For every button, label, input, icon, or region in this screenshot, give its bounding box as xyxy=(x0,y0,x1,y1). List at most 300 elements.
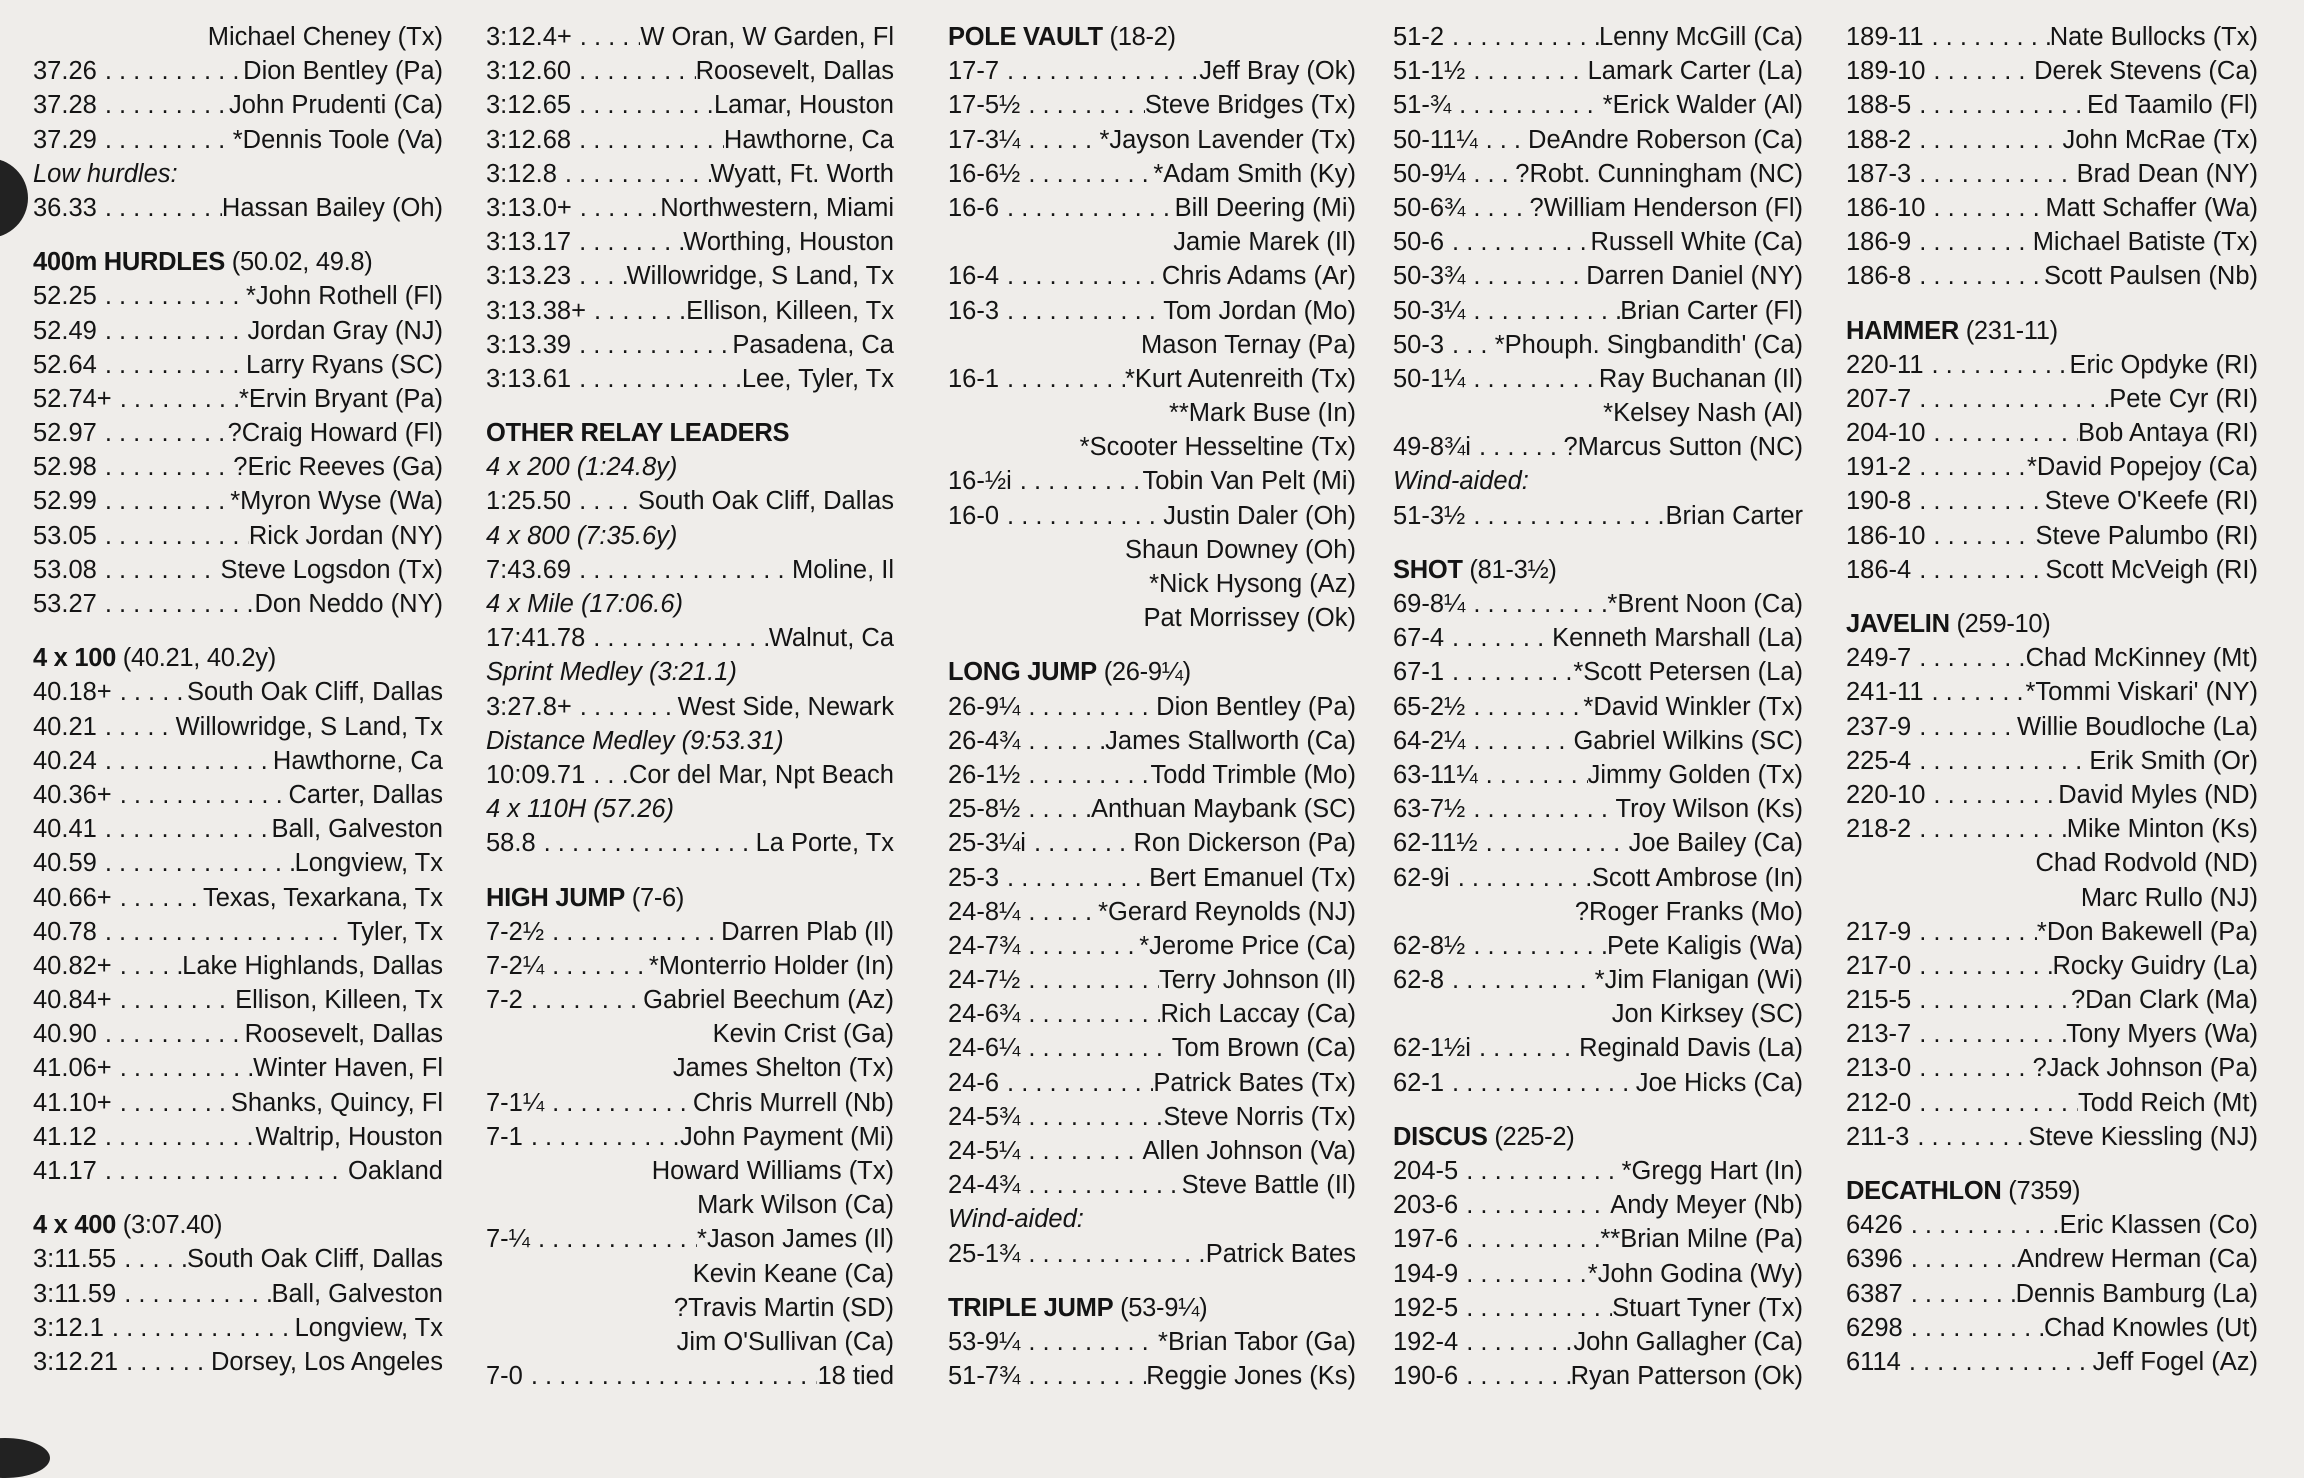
athlete-name: Pete Kaligis (Wa) xyxy=(1606,931,1803,960)
athlete-name: *Scott Petersen (La) xyxy=(1573,658,1803,687)
leader-dots xyxy=(112,983,235,1017)
athlete-name: Scott McVeigh (RI) xyxy=(2045,555,2258,584)
athlete-name: Hawthorne, Ca xyxy=(723,125,894,154)
result-row xyxy=(33,675,443,709)
tied-athlete: Jon Kirksey (SC) xyxy=(1611,1000,1803,1029)
result-mark: 3:13.23 xyxy=(486,262,572,291)
athlete-name: Steve Logsdon (Tx) xyxy=(220,555,443,584)
event-record: (231-11) xyxy=(1958,316,2058,345)
result-mark: 7-2 xyxy=(486,986,523,1015)
leader-dots xyxy=(1911,744,2089,778)
leader-dots xyxy=(1020,88,1145,122)
leader-dots xyxy=(1458,1257,1588,1291)
result-row xyxy=(1846,1120,2258,1154)
leader-dots xyxy=(1020,929,1139,963)
result-mark: 16-6 xyxy=(948,193,1000,222)
result-mark: 52.49 xyxy=(33,316,97,345)
leader-dots xyxy=(1450,861,1592,895)
leader-dots xyxy=(112,1051,253,1085)
athlete-name: Willowridge, S Land, Tx xyxy=(175,712,443,741)
athlete-name: 18 tied xyxy=(817,1362,894,1391)
leader-dots xyxy=(544,1086,693,1120)
result-mark: 41.06+ xyxy=(33,1054,112,1083)
leader-dots xyxy=(1444,1066,1636,1100)
athlete-name: Hawthorne, Ca xyxy=(272,746,443,775)
result-row xyxy=(33,1017,443,1051)
athlete-name: *Brent Noon (Ca) xyxy=(1607,590,1803,618)
result-mark: 41.17 xyxy=(33,1157,97,1185)
event-record: (50.02, 49.8) xyxy=(224,248,373,277)
leader-dots xyxy=(544,915,721,949)
result-row xyxy=(948,191,1356,225)
leader-dots xyxy=(1465,294,1620,328)
result-row xyxy=(1393,1031,1803,1065)
athlete-name: *Jim Flanigan (Wi) xyxy=(1594,966,1803,995)
athlete-name: *Ervin Bryant (Pa) xyxy=(238,384,443,413)
athlete-name: Carter, Dallas xyxy=(288,780,443,809)
tied-athlete: ?Roger Franks (Mo) xyxy=(1574,897,1803,926)
result-row xyxy=(948,861,1356,895)
tied-athlete: Mason Ternay (Pa) xyxy=(1141,330,1356,359)
subsection-label: 4 x Mile (17:06.6) xyxy=(486,590,684,618)
tied-athlete: *Scooter Hesseltine (Tx) xyxy=(1079,433,1356,462)
leader-dots xyxy=(1020,1100,1163,1134)
athlete-name: Oakland xyxy=(348,1157,443,1185)
athlete-name: Ray Buchanan (Il) xyxy=(1598,364,1803,393)
result-mark: 24-6 xyxy=(948,1068,1000,1097)
result-mark: 218-2 xyxy=(1846,815,1912,844)
event-record: (18-2) xyxy=(1102,23,1176,51)
result-row xyxy=(33,915,443,949)
leader-dots xyxy=(1911,641,2025,675)
result-mark: 25-1¾ xyxy=(948,1239,1021,1268)
leader-dots xyxy=(1911,949,2052,983)
result-row xyxy=(1393,1188,1803,1222)
result-row xyxy=(1846,983,2258,1017)
athlete-name: *Phouph. Singbandith' (Ca) xyxy=(1494,330,1803,359)
result-row xyxy=(486,259,894,293)
leader-dots xyxy=(1020,895,1098,929)
athlete-name: Chris Adams (Ar) xyxy=(1161,262,1356,291)
result-row xyxy=(33,88,443,122)
tied-athlete: Michael Cheney (Tx) xyxy=(207,23,443,51)
leader-dots xyxy=(1465,929,1607,963)
result-mark: 50-3¾ xyxy=(1393,262,1466,291)
event-heading xyxy=(1846,314,2258,348)
leader-dots xyxy=(112,1086,231,1120)
subsection-label: Wind-aided: xyxy=(1393,467,1529,496)
subsection-label: 4 x 800 (7:35.6y) xyxy=(486,521,678,550)
result-row xyxy=(1846,191,2258,225)
result-mark: 3:12.8 xyxy=(486,159,557,188)
result-row xyxy=(1846,382,2258,416)
result-row xyxy=(1846,1345,2258,1379)
result-row xyxy=(1846,675,2258,709)
athlete-name: John McRae (Tx) xyxy=(2062,125,2258,154)
leader-dots xyxy=(999,54,1199,88)
event-title: POLE VAULT xyxy=(948,23,1103,51)
result-row xyxy=(486,621,894,655)
athlete-name: Bert Emanuel (Tx) xyxy=(1149,863,1356,892)
athlete-name: *Tommi Viskari' (NY) xyxy=(2025,678,2258,707)
athlete-name: DeAndre Roberson (Ca) xyxy=(1528,125,1803,154)
athlete-name: *Jerome Price (Ca) xyxy=(1139,931,1356,960)
athlete-name: Justin Daler (Oh) xyxy=(1163,501,1356,530)
subsection-label: Low hurdles: xyxy=(33,159,178,188)
result-row xyxy=(486,1222,894,1256)
result-mark: 7-0 xyxy=(486,1362,523,1391)
tied-athlete: Jim O'Sullivan (Ca) xyxy=(676,1327,894,1356)
result-mark: 51-¾ xyxy=(1393,91,1452,120)
result-mark: 40.41 xyxy=(33,815,97,844)
leader-dots xyxy=(1903,1208,2060,1242)
athlete-name: Cor del Mar, Npt Beach xyxy=(628,760,894,789)
result-mark: 16-6½ xyxy=(948,159,1021,188)
result-row xyxy=(33,314,443,348)
leader-dots xyxy=(1465,587,1607,621)
result-row xyxy=(33,744,443,778)
event-heading xyxy=(948,20,1356,54)
result-mark: 50-1¼ xyxy=(1393,364,1466,393)
result-row xyxy=(1393,1257,1803,1291)
result-row xyxy=(33,279,443,313)
leader-dots xyxy=(1911,157,2076,191)
athlete-name: Steve O'Keefe (RI) xyxy=(2044,487,2258,516)
result-row xyxy=(948,294,1356,328)
column-1 xyxy=(33,20,443,1379)
result-row xyxy=(486,191,894,225)
athlete-name: Troy Wilson (Ks) xyxy=(1615,795,1803,824)
athlete-name: Brian Carter xyxy=(1665,501,1803,530)
result-mark: 51-3½ xyxy=(1393,501,1466,530)
leader-dots xyxy=(97,915,347,949)
leader-dots xyxy=(1903,1277,2016,1311)
result-mark: 6387 xyxy=(1846,1279,1903,1308)
result-row xyxy=(948,963,1356,997)
athlete-name: Ron Dickerson (Pa) xyxy=(1133,829,1356,858)
result-mark: 53-9¼ xyxy=(948,1327,1021,1356)
leader-dots xyxy=(523,1120,680,1154)
athlete-name: Lenny McGill (Ca) xyxy=(1598,23,1803,51)
result-row xyxy=(948,1168,1356,1202)
result-mark: 41.12 xyxy=(33,1122,97,1151)
event-title: 4 x 400 xyxy=(33,1211,116,1240)
result-mark: 186-10 xyxy=(1846,521,1926,550)
result-mark: 36.33 xyxy=(33,193,97,222)
leader-dots xyxy=(1471,430,1564,464)
result-mark: 3:11.59 xyxy=(33,1279,117,1308)
result-row xyxy=(486,294,894,328)
leader-dots xyxy=(999,1066,1153,1100)
leader-dots xyxy=(97,812,272,846)
result-row xyxy=(486,225,894,259)
result-row xyxy=(1393,20,1803,54)
leader-dots xyxy=(1458,1325,1573,1359)
leader-dots xyxy=(536,826,756,860)
leader-dots xyxy=(572,20,641,54)
event-title: DISCUS xyxy=(1393,1122,1488,1151)
result-mark: 1:25.50 xyxy=(486,487,572,516)
result-mark: 3:12.4+ xyxy=(486,23,572,51)
athlete-name: *Erick Walder (Al) xyxy=(1602,91,1803,120)
binder-hole xyxy=(0,158,28,238)
athlete-name: Chad Knowles (Ut) xyxy=(2044,1313,2258,1342)
result-mark: 186-4 xyxy=(1846,555,1912,584)
result-row xyxy=(486,362,894,396)
result-row xyxy=(33,1242,443,1276)
result-row xyxy=(486,157,894,191)
athlete-name: David Myles (ND) xyxy=(2058,780,2258,809)
leader-dots xyxy=(97,314,248,348)
result-mark: 62-1 xyxy=(1393,1068,1445,1097)
result-mark: 213-7 xyxy=(1846,1020,1912,1049)
result-mark: 189-11 xyxy=(1846,23,1924,51)
result-row xyxy=(486,54,894,88)
leader-dots xyxy=(1444,20,1599,54)
leader-dots xyxy=(97,88,229,122)
result-mark: 3:12.1 xyxy=(33,1313,104,1342)
result-mark: 25-3 xyxy=(948,863,1000,892)
result-row xyxy=(33,846,443,880)
result-row xyxy=(33,1311,443,1345)
result-row xyxy=(1846,812,2258,846)
athlete-name: Ball, Galveston xyxy=(271,815,443,844)
leader-dots xyxy=(97,279,246,313)
leader-dots xyxy=(1925,191,2045,225)
result-mark: 64-2¼ xyxy=(1393,726,1466,755)
leader-dots xyxy=(1465,724,1573,758)
result-row xyxy=(33,416,443,450)
result-mark: 24-6¼ xyxy=(948,1034,1021,1063)
result-row xyxy=(1393,1325,1803,1359)
result-row xyxy=(1393,88,1803,122)
result-row xyxy=(1393,587,1803,621)
section-spacer xyxy=(486,396,894,416)
result-mark: 16-1 xyxy=(948,364,1000,393)
result-row xyxy=(486,553,894,587)
athlete-name: John Payment (Mi) xyxy=(680,1122,894,1151)
result-row xyxy=(1393,1066,1803,1100)
athlete-name: ?Craig Howard (Fl) xyxy=(227,419,443,448)
athlete-name: ?Dan Clark (Ma) xyxy=(2070,986,2258,1015)
event-heading xyxy=(1846,607,2258,641)
event-heading xyxy=(1846,1174,2258,1208)
result-mark: 249-7 xyxy=(1846,644,1912,673)
athlete-name: Dorsey, Los Angeles xyxy=(211,1347,443,1376)
result-row xyxy=(1393,1359,1803,1393)
result-mark: 62-1½i xyxy=(1393,1034,1471,1063)
result-row xyxy=(1846,519,2258,553)
result-row xyxy=(33,1345,443,1379)
subsection-label: 4 x 110H (57.26) xyxy=(486,795,675,824)
athlete-name: Andrew Herman (Ca) xyxy=(2017,1245,2258,1274)
result-mark: 3:13.0+ xyxy=(486,193,572,222)
leader-dots xyxy=(112,675,187,709)
athlete-name: ?Eric Reeves (Ga) xyxy=(233,453,443,482)
result-mark: 26-1½ xyxy=(948,760,1021,789)
athlete-name: Scott Ambrose (In) xyxy=(1591,863,1803,892)
athlete-name: Scott Paulsen (Nb) xyxy=(2043,262,2258,291)
athlete-name: Terry Johnson (Il) xyxy=(1159,966,1356,995)
leader-dots xyxy=(999,362,1125,396)
athlete-name: Wyatt, Ft. Worth xyxy=(710,159,894,188)
result-mark: 40.59 xyxy=(33,849,97,878)
result-row xyxy=(33,123,443,157)
result-row xyxy=(1393,1291,1803,1325)
leader-dots xyxy=(1465,362,1599,396)
result-row xyxy=(1393,430,1803,464)
tied-athlete: Pat Morrissey (Ok) xyxy=(1143,604,1356,633)
leader-dots xyxy=(1478,123,1528,157)
result-mark: 197-6 xyxy=(1393,1225,1459,1254)
athlete-name: Ball, Galveston xyxy=(271,1279,443,1308)
result-mark: 52.98 xyxy=(33,453,97,482)
result-mark: 24-5¼ xyxy=(948,1137,1021,1165)
athlete-name: *David Popejoy (Ca) xyxy=(2026,453,2258,482)
result-mark: 241-11 xyxy=(1846,678,1924,707)
leader-dots xyxy=(97,1154,348,1188)
result-row xyxy=(33,983,443,1017)
event-record: (225-2) xyxy=(1487,1122,1575,1151)
leader-dots xyxy=(571,88,714,122)
leader-dots xyxy=(1465,259,1586,293)
result-mark: 62-11½ xyxy=(1393,829,1478,858)
event-record: (81-3½) xyxy=(1462,555,1557,584)
result-row xyxy=(948,997,1356,1031)
result-row xyxy=(1846,20,2258,54)
leader-dots xyxy=(112,778,289,812)
result-mark: 37.28 xyxy=(33,91,97,120)
event-title: HAMMER xyxy=(1846,316,1959,345)
result-mark: 17-3¼ xyxy=(948,125,1021,154)
result-row xyxy=(33,1051,443,1085)
athlete-name: James Stallworth (Ca) xyxy=(1105,726,1356,755)
leader-dots xyxy=(1911,484,2045,518)
result-row xyxy=(948,259,1356,293)
result-row xyxy=(1846,1086,2258,1120)
result-mark: 52.64 xyxy=(33,350,97,379)
result-mark: 191-2 xyxy=(1846,453,1912,482)
result-mark: 7-1¼ xyxy=(486,1088,545,1117)
tied-athlete: Jamie Marek (Il) xyxy=(1173,228,1356,257)
leader-dots xyxy=(1925,54,2034,88)
result-row xyxy=(486,915,894,949)
athlete-name: John Gallagher (Ca) xyxy=(1573,1327,1803,1356)
tied-athlete: *Kelsey Nash (Al) xyxy=(1603,399,1803,428)
leader-dots xyxy=(571,328,732,362)
result-mark: 186-9 xyxy=(1846,228,1912,257)
athlete-name: Jeff Fogel (Az) xyxy=(2092,1347,2258,1376)
result-mark: 52.97 xyxy=(33,419,97,448)
section-spacer xyxy=(1846,1154,2258,1174)
result-row xyxy=(33,778,443,812)
result-row xyxy=(1846,1311,2258,1345)
leader-dots xyxy=(1924,348,2070,382)
section-spacer xyxy=(948,635,1356,655)
leader-dots xyxy=(586,294,686,328)
result-mark: 58.8 xyxy=(486,829,536,858)
result-row xyxy=(1846,348,2258,382)
result-row xyxy=(486,20,894,54)
athlete-name: Michael Batiste (Tx) xyxy=(2032,228,2258,257)
result-row xyxy=(1846,123,2258,157)
athlete-name: Pasadena, Ca xyxy=(732,330,894,359)
leader-dots xyxy=(97,846,295,880)
result-mark: 17-5½ xyxy=(948,91,1021,120)
result-mark: 203-6 xyxy=(1393,1191,1459,1220)
leader-dots xyxy=(97,484,230,518)
result-mark: 50-9¼ xyxy=(1393,159,1466,188)
result-mark: 53.27 xyxy=(33,590,97,618)
athlete-name: Steve Bridges (Tx) xyxy=(1144,91,1356,120)
result-mark: 63-11¼ xyxy=(1393,760,1478,789)
athlete-name: Steve Battle (Il) xyxy=(1181,1171,1356,1200)
result-row xyxy=(486,949,894,983)
event-record: (259-10) xyxy=(1949,610,2051,638)
leader-dots xyxy=(97,450,233,484)
result-row xyxy=(486,1359,894,1393)
result-mark: 40.84+ xyxy=(33,986,112,1015)
event-record: (7-6) xyxy=(624,883,685,912)
athlete-name: Roosevelt, Dallas xyxy=(244,1020,443,1049)
athlete-name: Eric Opdyke (RI) xyxy=(2069,350,2258,379)
section-spacer xyxy=(33,1188,443,1208)
tied-athlete: Marc Rullo (NJ) xyxy=(2080,883,2258,912)
leader-dots xyxy=(1444,621,1552,655)
leader-dots xyxy=(1465,690,1583,724)
result-row xyxy=(1846,1208,2258,1242)
result-row xyxy=(1846,710,2258,744)
athlete-name: *Gerard Reynolds (NJ) xyxy=(1098,897,1356,926)
event-heading xyxy=(486,416,894,450)
athlete-name: Matt Schaffer (Wa) xyxy=(2045,193,2258,222)
result-row xyxy=(1393,724,1803,758)
result-mark: 26-9¼ xyxy=(948,692,1021,721)
event-heading xyxy=(33,1208,443,1242)
event-title: HIGH JUMP xyxy=(486,883,625,912)
result-mark: 16-4 xyxy=(948,262,1000,291)
event-heading xyxy=(33,245,443,279)
result-row xyxy=(33,587,443,621)
result-mark: 3:12.60 xyxy=(486,57,572,86)
event-record: (7359) xyxy=(2001,1177,2081,1205)
section-spacer xyxy=(948,1271,1356,1291)
subsection-label: Wind-aided: xyxy=(948,1205,1084,1234)
leader-dots xyxy=(116,1277,271,1311)
result-mark: 40.21 xyxy=(33,712,97,741)
leader-dots xyxy=(1020,1031,1171,1065)
result-mark: 50-6¾ xyxy=(1393,193,1466,222)
leader-dots xyxy=(1020,963,1159,997)
tied-athlete: ?Travis Martin (SD) xyxy=(673,1293,894,1322)
athlete-name: Ellison, Killeen, Tx xyxy=(686,296,894,325)
athlete-name: ?Marcus Sutton (NC) xyxy=(1563,433,1803,462)
result-row xyxy=(33,1120,443,1154)
leader-dots xyxy=(1911,225,2032,259)
result-row xyxy=(1393,123,1803,157)
result-row xyxy=(948,1031,1356,1065)
result-mark: 3:27.8+ xyxy=(486,692,572,721)
result-mark: 3:13.38+ xyxy=(486,296,586,325)
leader-dots xyxy=(1020,724,1105,758)
result-row xyxy=(948,792,1356,826)
result-row xyxy=(33,519,443,553)
leader-dots xyxy=(1465,499,1665,533)
leader-dots xyxy=(571,225,683,259)
result-row xyxy=(948,1100,1356,1134)
column-5 xyxy=(1846,20,2258,1379)
result-mark: 49-8¾i xyxy=(1393,433,1471,462)
